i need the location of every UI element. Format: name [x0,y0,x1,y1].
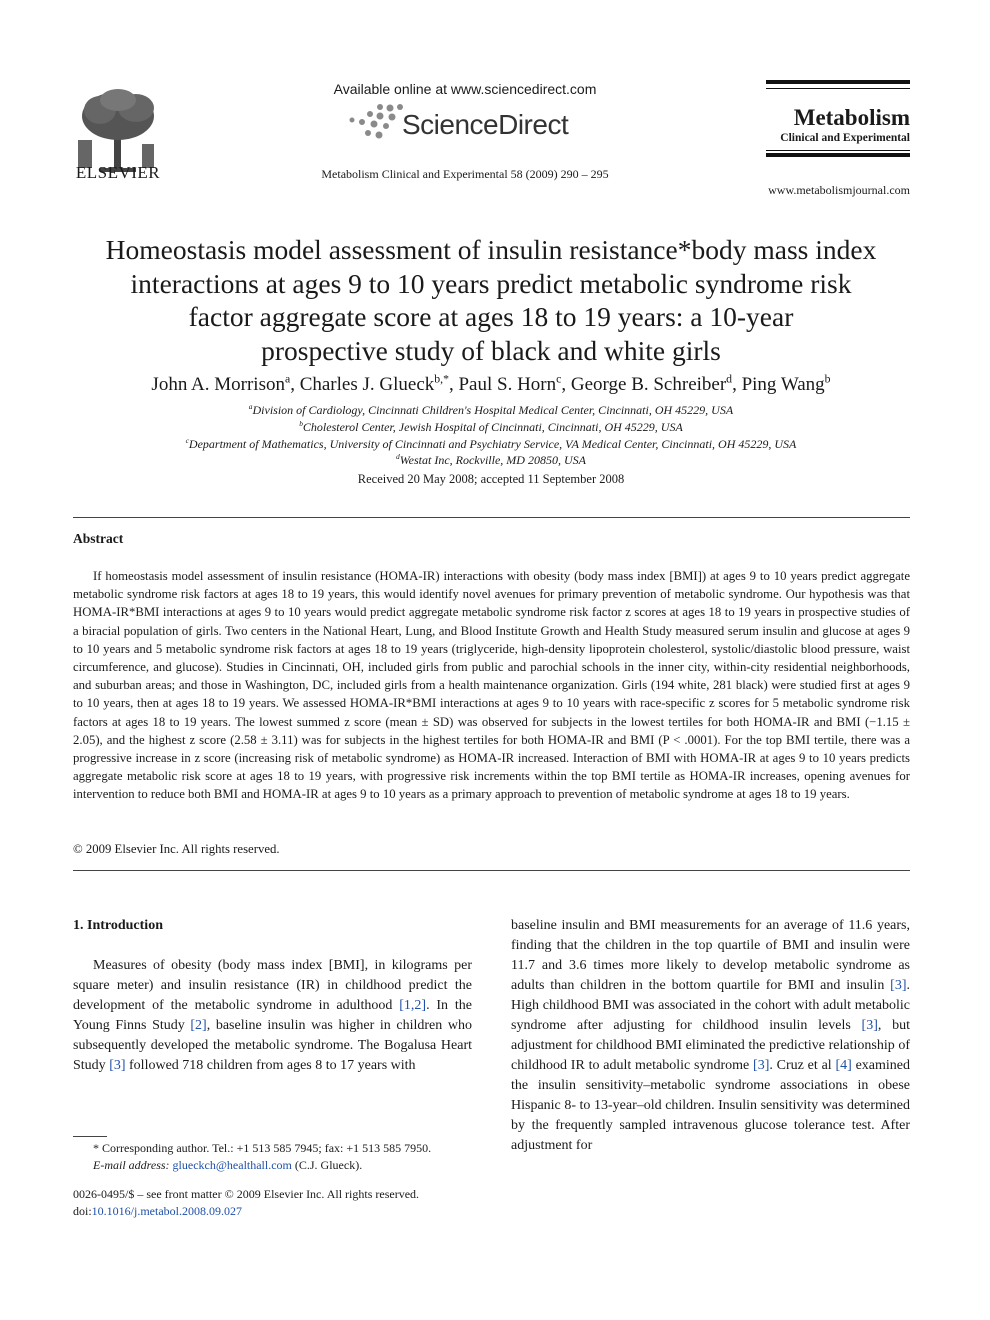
author-affiliation-mark: d [726,372,733,386]
author-name: George B. Schreiber [570,374,727,395]
footnote-rule [73,1136,107,1137]
body-text: followed 718 children from ages 8 to 17 years with [125,1058,416,1073]
author-separator: , [561,374,571,395]
affiliation-mark: a [248,402,253,411]
citation-link[interactable]: [1,2] [399,998,427,1013]
front-matter-notice: 0026-0495/$ – see front matter © 2009 Elsevier Inc. All rights reserved. [73,1187,420,1201]
brand-rule [766,80,910,84]
journal-citation: Metabolism Clinical and Experimental 58 (2009) 290 – 295 [321,167,609,181]
author-list [70,374,912,396]
abstract-heading: Abstract [73,531,124,546]
body-text: Measures of obesity (body mass index [BMI], in kilograms per square meter) and insulin resistance (IR) in childhood predict the development of the metabolic syndrome in adulthood [73,958,472,1013]
received-dates: Received 20 May 2008; accepted 11 September 2008 [357,472,625,486]
doi-link[interactable]: 10.1016/j.metabol.2008.09.027 [91,1204,242,1218]
author-name: Charles J. Glueck [299,374,435,395]
body-text: . High childhood BMI was associated in the cohort with adult metabolic syndrome after adjusting for childhood insulin levels [511,978,910,1033]
body-text: , but adjustment for childhood BMI eliminated the predictive relationship of childhood IR to adult metabolic syndrome [511,1018,910,1073]
corresponding-author-footnote: * Corresponding author. Tel.: +1 513 585 7945; fax: +1 513 585 7950. [93,1141,432,1155]
citation-link[interactable]: [3] [890,978,907,993]
affiliation-text: Department of Mathematics, University of Cincinnati and Psychiatry Service, VA Medical Center, Cincinnati, OH 45229, USA [188,437,797,451]
author-separator: , [448,374,459,395]
body-text: , baseline insulin was higher in children who subsequently developed the metabolic syndrome. The Bogalusa Heart Study [73,1018,472,1073]
title-line: interactions at ages 9 to 10 years predict metabolic syndrome risk [130,267,852,299]
title-line: factor aggregate score at ages 18 to 19 years: a 10-year [188,301,794,332]
citation-link[interactable]: [3] [753,1058,770,1073]
abstract-copyright: © 2009 Elsevier Inc. All rights reserved. [73,842,280,856]
abstract-top-rule [73,517,910,518]
affiliation-text: Westat Inc, Rockville, MD 20850, USA [399,453,586,467]
body-text: . In the Young Finns Study [73,998,473,1033]
citation-link[interactable]: [4] [835,1058,852,1073]
email-link[interactable]: glueckch@healthall.com [172,1158,292,1172]
affiliation-mark: d [396,452,400,461]
email-label: E-mail address: [93,1158,170,1172]
citation-link[interactable]: [2] [190,1018,207,1033]
author-name: Ping Wang [741,374,825,395]
body-text: baseline insulin and BMI measurements for an average of 11.6 years, finding that the children in the top quartile of BMI and insulin were 11.7 and 3.6 times more likely to develop metabolic syndrome as adults than children in the bottom quartile for BMI and insulin [511,918,910,993]
citation-link[interactable]: [3] [861,1018,878,1033]
affiliation [70,403,912,418]
brand-rule [766,88,910,89]
email-suffix: (C.J. Glueck). [291,1158,363,1172]
body-text: examined the insulin sensitivity–metabolic syndrome associations in obese Hispanic 8- to 13-year–old children. Insulin sensitivity was determined by the frequently sampled intravenous glucose tolerance test. After adjustment for [511,1058,911,1153]
affiliation-mark: b [299,419,303,428]
abstract-text: If homeostasis model assessment of insulin resistance (HOMA-IR) interactions with obesity (body mass index [BMI]) at ages 9 to 10 years predict aggregate metabolic syndrome risk factors at ages 18 to 19 years, this would identify novel avenues for primary prevention of metabolic syndrome. Our hypothesis was that HOMA-IR*BMI interactions at ages 9 to 10 years would predict aggregate metabolic syndrome risk factor z scores at ages 18 to 19 years in prospective studies of a biracial population of girls. Two centers in the National Heart, Lung, and Blood Institute Growth and Health Study measured serum insulin and glucose at ages 9 to 10 years and 5 metabolic syndrome risk factors at ages 18 to 19 years (triglyceride, high-density lipoprotein cholesterol, systolic/diastolic blood pressure, waist circumference, and glucose). Studies in Cincinnati, OH, included girls from public and parochial schools in the inner city, within-city residential neighborhoods, and suburban areas; and those in Washington, DC, included girls from a health maintenance organization. Girls (194 white, 281 black) were studied first at ages 9 to 10 years, then at ages 18 to 19 years. We assessed HOMA-IR*BMI interactions at ages 9 to 10 years with race-specific z scores for 5 metabolic syndrome risk factors at ages 18 to 19 years. The lowest summed z score (mean ± SD) was observed for subjects in the lowest tertiles for both HOMA-IR and BMI (−1.15 ± 2.05), and the highest z score (2.58 ± 3.11) was for subjects in the highest tertiles for both HOMA-IR and BMI (P < .0001). For the top BMI tertile, there was a progressive increase in z score (increasing risk of metabolic syndrome) as HOMA-IR increased. Interaction of BMI with HOMA-IR at ages 9 to 10 years predicts aggregate metabolic risk score at ages 18 to 19 years, with progressive risk increments within the top BMI tertile as HOMA-IR increases, opening avenues for intervention to reduce both BMI and HOMA-IR at ages 9 to 10 years as a primary approach to prevention of metabolic syndrome at ages 18 to 19 years. [73,569,910,802]
sciencedirect-logo-text: ScienceDirect [402,109,569,140]
journal-brand-title: Metabolism [793,105,910,130]
journal-website[interactable]: www.metabolismjournal.com [768,183,910,197]
body-column-left [73,956,472,1076]
citation-link[interactable]: [3] [109,1058,126,1073]
author-affiliation-mark: b [824,372,831,386]
author-affiliation-mark: c [556,372,562,386]
affiliation [70,420,912,435]
affiliation [70,453,912,468]
publisher-name: ELSEVIER [75,163,161,182]
brand-rule [766,150,910,151]
journal-brand-subtitle: Clinical and Experimental [780,132,910,144]
author-separator: , [732,374,742,395]
body-column-right [511,916,910,1156]
author-name: John A. Morrison [151,374,285,395]
doi-label: doi: [73,1204,92,1218]
abstract-bottom-rule [73,870,910,871]
affiliation-mark: c [185,436,189,445]
doi-line [73,1204,242,1219]
affiliation-text: Division of Cardiology, Cincinnati Children's Hospital Medical Center, Cincinnati, OH 45229, USA [252,403,734,417]
author-separator: , [290,374,300,395]
author-affiliation-mark: b,* [434,372,449,386]
available-online-text[interactable]: Available online at www.sciencedirect.com [333,81,597,97]
brand-rule [766,153,910,157]
affiliation [70,437,912,452]
author-affiliation-mark: a [284,372,291,386]
body-text: . Cruz et al [769,1058,836,1073]
affiliation-text: Cholesterol Center, Jewish Hospital of Cincinnati, Cincinnati, OH 45229, USA [302,420,683,434]
title-line: prospective study of black and white girls [261,334,721,366]
author-name: Paul S. Horn [458,374,557,395]
sciencedirect-dots-icon [346,103,408,141]
section-heading-introduction: 1. Introduction [73,918,163,933]
article-title [70,233,912,367]
email-footnote [73,1158,473,1173]
title-line: Homeostasis model assessment of insulin resistance*body mass index [105,234,877,265]
